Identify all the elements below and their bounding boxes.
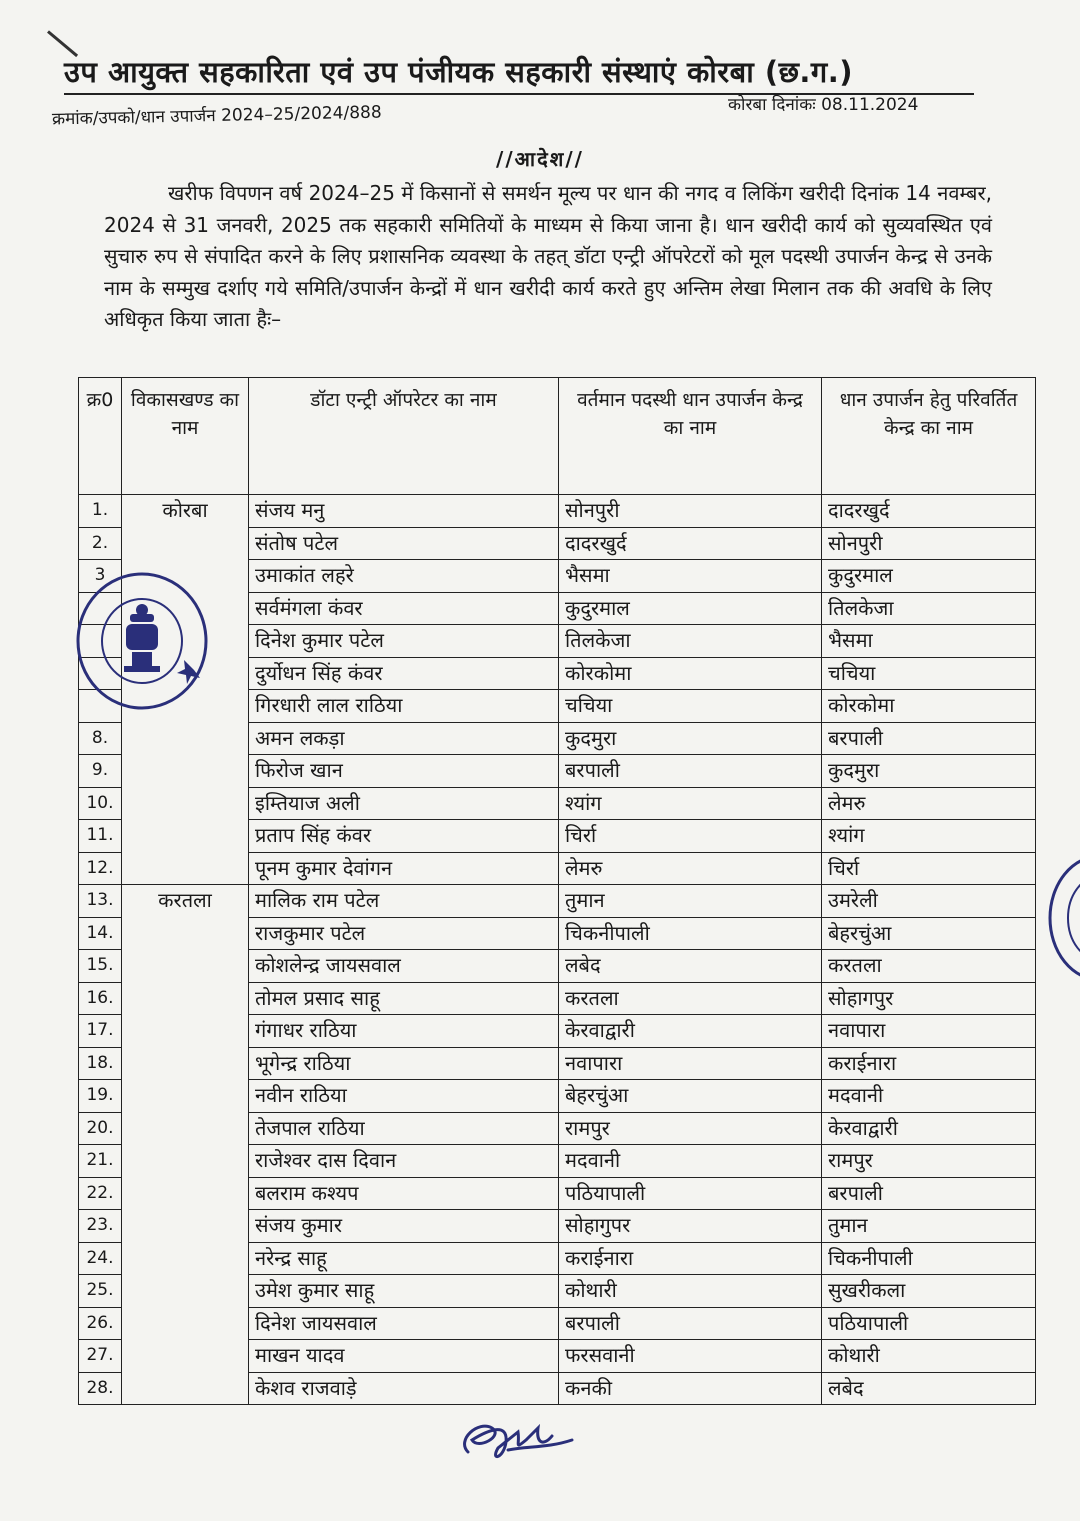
sno-cell: 15. <box>79 950 122 983</box>
new-centre-cell: पठियापाली <box>822 1307 1036 1340</box>
current-centre-cell: रामपुर <box>559 1112 822 1145</box>
current-centre-cell: सोहागुपर <box>559 1210 822 1243</box>
operator-name-cell: नवीन राठिया <box>249 1080 559 1113</box>
block-cell <box>122 950 249 983</box>
new-centre-cell: दादरखुर्द <box>822 495 1036 528</box>
operator-name-cell: मालिक राम पटेल <box>249 885 559 918</box>
operator-transfer-table <box>78 377 1036 1405</box>
new-centre-cell: सोहागपुर <box>822 982 1036 1015</box>
block-cell <box>122 1340 249 1373</box>
new-centre-cell: करतला <box>822 950 1036 983</box>
current-centre-cell: पठियापाली <box>559 1177 822 1210</box>
table-row <box>79 560 1036 593</box>
sno-cell: 18. <box>79 1047 122 1080</box>
current-centre-cell: कोथारी <box>559 1275 822 1308</box>
sno-cell: 12. <box>79 852 122 885</box>
sno-cell: 8. <box>79 722 122 755</box>
sno-cell: 14. <box>79 917 122 950</box>
sno-cell: 26. <box>79 1307 122 1340</box>
table-row <box>79 1145 1036 1178</box>
table-row <box>79 1372 1036 1405</box>
block-cell <box>122 1210 249 1243</box>
current-centre-cell: सोनपुरी <box>559 495 822 528</box>
operator-name-cell: इम्तियाज अली <box>249 787 559 820</box>
table-row <box>79 820 1036 853</box>
new-centre-cell: बेहरचुंआ <box>822 917 1036 950</box>
new-centre-cell: लबेद <box>822 1372 1036 1405</box>
new-centre-cell: केरवाद्वारी <box>822 1112 1036 1145</box>
block-cell <box>122 1015 249 1048</box>
block-cell <box>122 1047 249 1080</box>
sno-cell: 3 <box>79 560 122 593</box>
sno-cell: 2. <box>79 527 122 560</box>
current-centre-cell: बरपाली <box>559 1307 822 1340</box>
table-row <box>79 885 1036 918</box>
table-row <box>79 1080 1036 1113</box>
new-centre-cell: कराईनारा <box>822 1047 1036 1080</box>
sno-cell: 22. <box>79 1177 122 1210</box>
operator-name-cell: गंगाधर राठिया <box>249 1015 559 1048</box>
current-centre-cell: लबेद <box>559 950 822 983</box>
operator-name-cell: केशव राजवाड़े <box>249 1372 559 1405</box>
new-centre-cell: मदवानी <box>822 1080 1036 1113</box>
sno-cell: 1. <box>79 495 122 528</box>
current-centre-cell: बरपाली <box>559 755 822 788</box>
new-centre-cell: कुदुरमाल <box>822 560 1036 593</box>
operator-name-cell: कोशलेन्द्र जायसवाल <box>249 950 559 983</box>
operator-name-cell: संतोष पटेल <box>249 527 559 560</box>
office-title: उप आयुक्त सहकारिता एवं उप पंजीयक सहकारी संस्थाएं कोरबा (छ.ग.) <box>64 52 974 95</box>
sno-cell: 11. <box>79 820 122 853</box>
current-centre-cell: बेहरचुंआ <box>559 1080 822 1113</box>
current-centre-cell: चचिया <box>559 690 822 723</box>
block-cell <box>122 1112 249 1145</box>
partial-seal-icon <box>1040 848 1080 988</box>
block-cell <box>122 1242 249 1275</box>
table-row <box>79 1112 1036 1145</box>
new-centre-cell: रामपुर <box>822 1145 1036 1178</box>
sno-cell: 25. <box>79 1275 122 1308</box>
operator-name-cell: भूगेन्द्र राठिया <box>249 1047 559 1080</box>
block-cell <box>122 1372 249 1405</box>
order-body-text: खरीफ विपणन वर्ष 2024–25 में किसानों से समर्थन मूल्य पर धान की नगद व लिकिंग खरीदी दिनांक 14 नवम्बर, 2024 से 31 जनवरी, 2025 तक सहकारी समितियों के माध्यम से किया जाना है। धान खरीदी कार्य को सुव्यवस्थित एवं सुचारु रुप से संपादित करने के लिए प्रशासनिक व्यवस्था के तहत् डॉटा एन्ट्री ऑपरेटरों को मूल पदस्थी उपार्जन केन्द्र से उनके नाम के सम्मुख दर्शाए गये समिति/उपार्जन केन्द्रों में धान खरीदी कार्य करते हुए अन्तिम लेखा मिलान तक की अवधि के लिए अधिकृत किया जाता हैः– <box>104 181 992 331</box>
operator-name-cell: फिरोज खान <box>249 755 559 788</box>
new-centre-cell: चिकनीपाली <box>822 1242 1036 1275</box>
operator-name-cell: नरेन्द्र साहू <box>249 1242 559 1275</box>
new-centre-cell: चिर्रा <box>822 852 1036 885</box>
reference-number: क्रमांक/उपको/धान उपार्जन 2024–25/2024/888 <box>51 102 382 130</box>
operator-name-cell: बलराम कश्यप <box>249 1177 559 1210</box>
current-centre-cell: फरसवानी <box>559 1340 822 1373</box>
new-centre-cell: कोरकोमा <box>822 690 1036 723</box>
current-centre-cell: नवापारा <box>559 1047 822 1080</box>
block-cell: कोरबा <box>122 495 249 528</box>
operator-name-cell: राजेश्वर दास दिवान <box>249 1145 559 1178</box>
block-cell <box>122 820 249 853</box>
new-centre-cell: बरपाली <box>822 1177 1036 1210</box>
current-centre-cell: तिलकेजा <box>559 625 822 658</box>
current-centre-cell: कराईनारा <box>559 1242 822 1275</box>
table-row <box>79 1210 1036 1243</box>
operator-name-cell: सर्वमंगला कंवर <box>249 592 559 625</box>
table-row <box>79 755 1036 788</box>
sno-cell: 19. <box>79 1080 122 1113</box>
table-row <box>79 917 1036 950</box>
operator-name-cell: माखन यादव <box>249 1340 559 1373</box>
current-centre-cell: तुमान <box>559 885 822 918</box>
operator-name-cell: संजय कुमार <box>249 1210 559 1243</box>
table-body <box>79 495 1036 1405</box>
sno-cell: 21. <box>79 1145 122 1178</box>
table-row <box>79 787 1036 820</box>
operator-name-cell: दिनेश कुमार पटेल <box>249 625 559 658</box>
table-row <box>79 495 1036 528</box>
new-centre-cell: कोथारी <box>822 1340 1036 1373</box>
current-centre-cell: कनकी <box>559 1372 822 1405</box>
operator-name-cell: तोमल प्रसाद साहू <box>249 982 559 1015</box>
new-centre-cell: नवापारा <box>822 1015 1036 1048</box>
header-block: विकासखण्ड का नाम <box>122 378 249 495</box>
new-centre-cell: बरपाली <box>822 722 1036 755</box>
block-cell <box>122 852 249 885</box>
block-cell <box>122 722 249 755</box>
current-centre-cell: कुदमुरा <box>559 722 822 755</box>
new-centre-cell: लेमरु <box>822 787 1036 820</box>
current-centre-cell: केरवाद्वारी <box>559 1015 822 1048</box>
table-row <box>79 657 1036 690</box>
block-cell <box>122 1145 249 1178</box>
operator-name-cell: पूनम कुमार देवांगन <box>249 852 559 885</box>
block-cell <box>122 1080 249 1113</box>
operator-name-cell: राजकुमार पटेल <box>249 917 559 950</box>
current-centre-cell: कुदुरमाल <box>559 592 822 625</box>
current-centre-cell: श्यांग <box>559 787 822 820</box>
current-centre-cell: कोरकोमा <box>559 657 822 690</box>
operator-name-cell: उमाकांत लहरे <box>249 560 559 593</box>
sno-cell: 16. <box>79 982 122 1015</box>
new-centre-cell: तुमान <box>822 1210 1036 1243</box>
sno-cell: 17. <box>79 1015 122 1048</box>
header-sno: क्र0 <box>79 378 122 495</box>
table-row <box>79 1242 1036 1275</box>
table-row <box>79 1015 1036 1048</box>
new-centre-cell: भैसमा <box>822 625 1036 658</box>
block-cell <box>122 787 249 820</box>
table-row <box>79 950 1036 983</box>
table-row <box>79 592 1036 625</box>
table-row <box>79 625 1036 658</box>
block-cell <box>122 527 249 560</box>
sno-cell: 20. <box>79 1112 122 1145</box>
new-centre-cell: तिलकेजा <box>822 592 1036 625</box>
table-row <box>79 1340 1036 1373</box>
office-seal-icon <box>74 570 210 712</box>
block-cell <box>122 755 249 788</box>
table-row <box>79 1047 1036 1080</box>
new-centre-cell: चचिया <box>822 657 1036 690</box>
block-cell: करतला <box>122 885 249 918</box>
current-centre-cell: चिर्रा <box>559 820 822 853</box>
current-centre-cell: लेमरु <box>559 852 822 885</box>
sno-cell: 27. <box>79 1340 122 1373</box>
new-centre-cell: सोनपुरी <box>822 527 1036 560</box>
order-heading: //आदेश// <box>496 147 584 171</box>
block-cell <box>122 917 249 950</box>
new-centre-cell: उमरेली <box>822 885 1036 918</box>
order-body-paragraph <box>104 178 992 336</box>
sno-cell: 28. <box>79 1372 122 1405</box>
new-centre-cell: श्यांग <box>822 820 1036 853</box>
table-row <box>79 527 1036 560</box>
table-row <box>79 690 1036 723</box>
officer-signature-icon <box>448 1410 588 1470</box>
table-row <box>79 1307 1036 1340</box>
current-centre-cell: भैसमा <box>559 560 822 593</box>
table-row <box>79 852 1036 885</box>
current-centre-cell: करतला <box>559 982 822 1015</box>
block-cell <box>122 1275 249 1308</box>
sno-cell: 24. <box>79 1242 122 1275</box>
operator-name-cell: संजय मनु <box>249 495 559 528</box>
current-centre-cell: मदवानी <box>559 1145 822 1178</box>
header-current-centre: वर्तमान पदस्थी धान उपार्जन केन्द्र का नाम <box>559 378 822 495</box>
block-cell <box>122 1177 249 1210</box>
operator-name-cell: अमन लकड़ा <box>249 722 559 755</box>
operator-name-cell: दुर्योधन सिंह कंवर <box>249 657 559 690</box>
table-row <box>79 1275 1036 1308</box>
operator-name-cell: प्रताप सिंह कंवर <box>249 820 559 853</box>
table-row <box>79 1177 1036 1210</box>
current-centre-cell: दादरखुर्द <box>559 527 822 560</box>
operator-name-cell: तेजपाल राठिया <box>249 1112 559 1145</box>
block-cell <box>122 1307 249 1340</box>
operator-name-cell: उमेश कुमार साहू <box>249 1275 559 1308</box>
block-cell <box>122 982 249 1015</box>
place-date: कोरबा दिनांकः 08.11.2024 <box>728 95 919 115</box>
new-centre-cell: सुखरीकला <box>822 1275 1036 1308</box>
operator-name-cell: गिरधारी लाल राठिया <box>249 690 559 723</box>
table-row <box>79 982 1036 1015</box>
sno-cell: 10. <box>79 787 122 820</box>
new-centre-cell: कुदमुरा <box>822 755 1036 788</box>
table-row <box>79 722 1036 755</box>
sno-cell: 23. <box>79 1210 122 1243</box>
sno-cell: 13. <box>79 885 122 918</box>
header-new-centre: धान उपार्जन हेतु परिवर्तित केन्द्र का नाम <box>822 378 1036 495</box>
header-operator: डॉटा एन्ट्री ऑपरेटर का नाम <box>249 378 559 495</box>
sno-cell: 9. <box>79 755 122 788</box>
table-header-row <box>79 378 1036 495</box>
operator-name-cell: दिनेश जायसवाल <box>249 1307 559 1340</box>
current-centre-cell: चिकनीपाली <box>559 917 822 950</box>
